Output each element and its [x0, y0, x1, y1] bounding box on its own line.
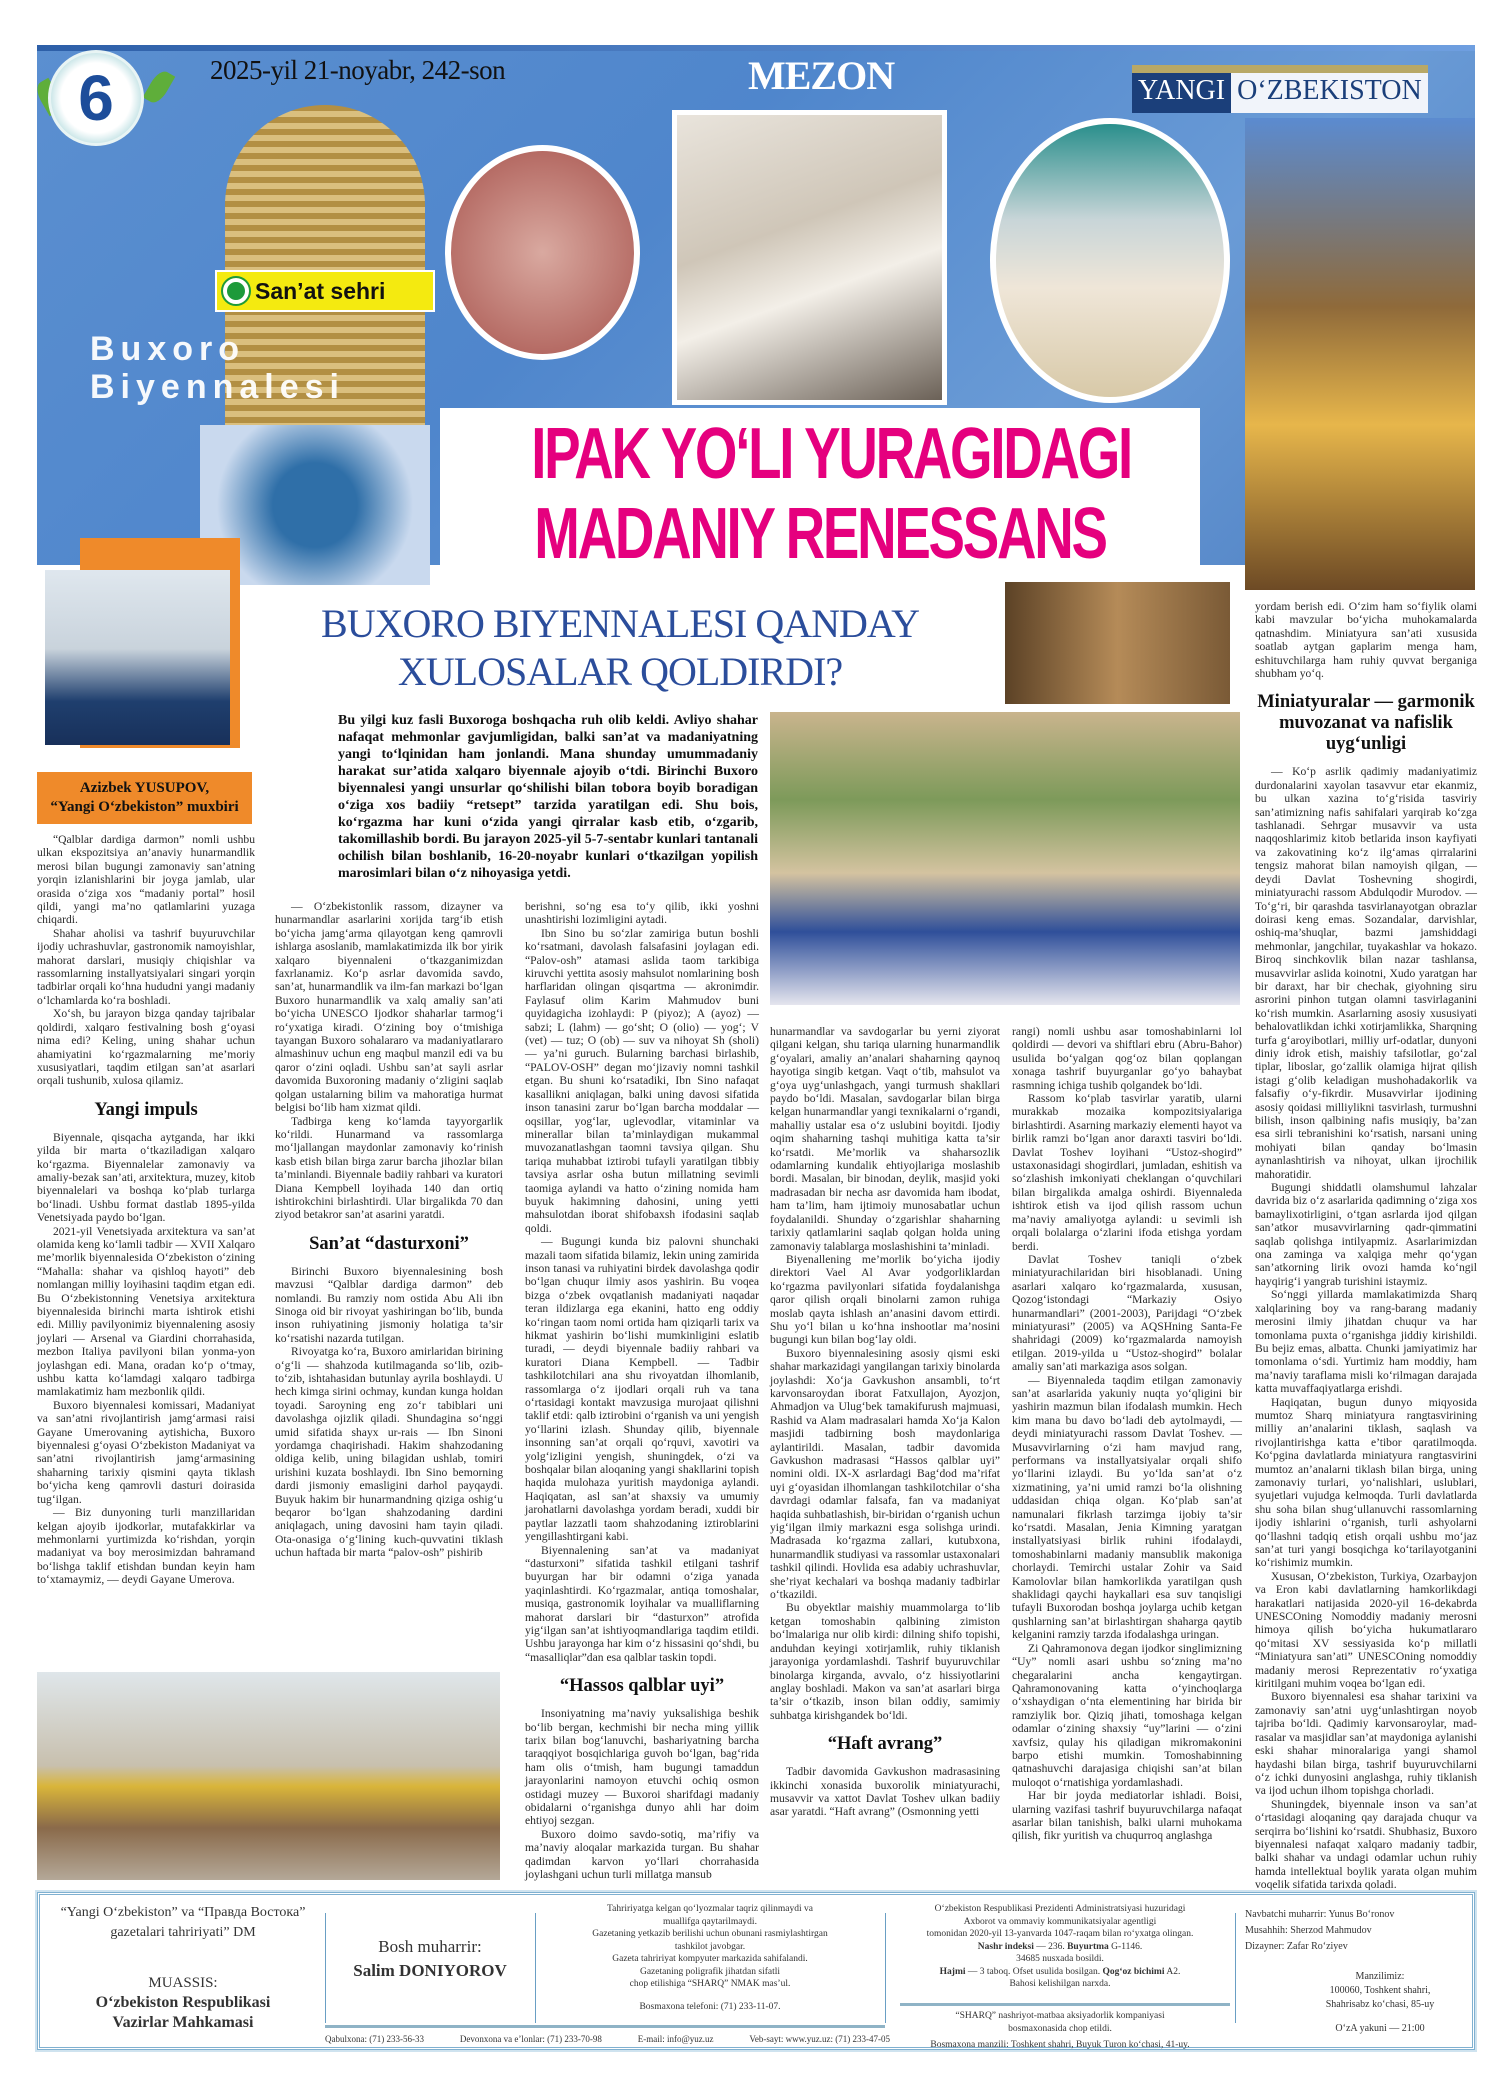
article-lede: Bu yilgi kuz fasli Buxoroga boshqacha ruh olib keldi. Avliyo shahar nafaqat mehmonlar gavjumligidan, balki san’at va madaniyatning yangi to‘lqinidan ham jonlandi. Mana shunday umummadaniy harakat sur’atida xalqaro biyennale ajoyib o‘tdi. Birinchi Buxoro biyennalesi yangi unsurlar qo‘shilishi bilan tobora boyib boradigan o‘ziga xos badiiy “retsept” tarzida yaratilgan edi. Shu bois, ko‘rgazma har kuni o‘zida yangi qirralar kasb etib, o‘zgarib, takomillashib bordi. Bu jarayon 2025-yil 5-7-sentabr kunlari tantanali ochilish bilan boshlanib, 16-20-noyabr kunlari o‘tkazilgan yopilish marosimlari bilan o‘z nihoyasiga yetdi.: [338, 713, 758, 881]
paragraph: berishni, so‘ng esa to‘y qilib, ikki yoshni unashtirishi lozimligini aytadi.: [525, 900, 759, 927]
paragraph: — Biyennaleda taqdim etilgan zamonaviy san’at asarlarida yakuniy nuqta yo‘qligini bir yashirin mazmun bilan ifodalash mumkin. Hech kim mana bu davo bo‘ladi deb aytolmaydi, — deydi miniatyurachi rassom Davlat Toshev. — Musavvirlarning o‘zi ham mavjud rang, performans va installyatsiyalar orqali shifo yo‘llarini izlaydi. Bu yo‘lda san’at o‘z xizmatining, ya’ni umid ramzi bo‘la olishning uddasidan chiqa olgan. Ko‘plab san’at namunalari fikrlash tarzimga ijobiy ta’sir ko‘rsatdi. Masalan, Jenia Kimning yaratgan installyatsiyasi birlik ruhini ifodalaydi, tomoshabinlarni madaniy mansublik makoniga chorlaydi. Temirchi ustalar Zohir va Said Kamolovlar bilan hamkorlikda yaratilgan qush shaklidagi qaychi haykallari esa suv tanqisligi tufayli Buxorodan boshqa joylarga uchib ketgan qushlarning san’at birlashtirgan shaharga qaytib kelganini ramziy tarzda ifodalashga uringan.: [1012, 1373, 1242, 1642]
paragraph: Buxoro doimo savdo-sotiq, ma’rifiy va ma’naviy aloqalar markazida turgan. Bu shahar qadimdan karvon yo‘llari chorrahasida joylashgani uchun turli millatga mansub: [525, 1827, 759, 1882]
author-name: Azizbek YUSUPOV,: [79, 780, 210, 796]
publisher: [48, 1903, 318, 2033]
paragraph: “Qalblar dardiga darmon” nomli ushbu ulkan ekspozitsiya an’anaviy hunarmandlik merosi bilan bugungi zamonaviy san’atning yorqin izlanishlarini bir joyga jamlab, ular orasida o‘ziga xos “madaniy portal” hosil qildi, yangi ma’no qatlamlarini yuzaga chiqardi.: [37, 833, 255, 927]
article-column-3: [525, 900, 759, 1881]
printer-line-1: “SHARQ” nashriyot-matbaa aksiyadorlik kompaniyasi: [955, 2011, 1165, 2021]
paragraph: Shahar aholisi va tashrif buyuruvchilar ijodiy uchrashuvlar, gastronomik namoyishlar, mahorat darslari, musiqiy chiqishlar va rassomlarning installyatsiyalari singari yorqin tadbirlar orqali ko‘hna hududni yangi madaniy o‘lchamlarda ko‘ra boshladi.: [37, 926, 255, 1007]
format-value: A2.: [1166, 1966, 1181, 1977]
deadline: O‘zA yakuni — 21:00: [1335, 2023, 1425, 2034]
paragraph: Shuningdek, biyennale inson va san’at o‘rtasidagi aloqaning qay darajada chuqur va serqirra bo‘lishini ko‘rsatdi. Shubhasiz, Buxoro biyennalesi nafaqat xalqaro madaniy tadbir, balki shahar va undagi odamlar uchun ruhiy hamda intellektual boylik yarata olgan muhim voqelik sifatida tarixda qoladi.: [1255, 1797, 1477, 1892]
paragraph: Xo‘sh, bu jarayon bizga qanday tajribalar qoldirdi, xalqaro festivalning bosh g‘oyasi nima edi? Keling, uning shahar uchun ahamiyatini ko‘rgazmalarning me’moriy xususiyatlari, taqdim etilgan san’at asarlari orqali tushunib, xulosa qilamiz.: [37, 1007, 255, 1088]
staff-line: Dizayner: Zafar Ro‘ziyev: [1245, 1941, 1348, 1952]
paragraph: Bugungi shiddatli olamshumul lahzalar davrida biz o‘z asarlarida qadimning o‘ziga xos bamaylixotirligini, o‘tgan asrlarda ijod qilgan san’atkor musavvirlarning qadr-qimmatini saqlab qolishga intilyapmiz. Asarlarimizdan ona zaminga va xalqiga mehr qo‘ygan san’atkorning lirik ovozi hamda ko‘ngil hayqirig‘i yangrab turishini istaymiz.: [1255, 1181, 1477, 1288]
reception-phone: Qabulxona: (71) 233-56-33: [325, 2034, 424, 2044]
subtitle-line-2: XULOSALAR QOLDIRDI?: [397, 649, 843, 694]
paragraph: Xususan, O‘zbekiston, Turkiya, Ozarbayjon va Eron kabi davlatlarning hamkorlikdagi harakatlari natijasida 2020-yil 16-dekabrda UNESCOning Nomoddiy madaniy merosni himoya qilish bo‘yicha hukumatlararo qo‘mitasi XV sessiyasida ko‘p millatli “Miniatyura san’ati” UNESCOning nomoddiy madaniy merosi Reprezentativ ro‘yxatiga kiritilgani muhim voqea bo‘lgan edi.: [1255, 1569, 1477, 1691]
paragraph: So‘nggi yillarda mamlakatimizda Sharq xalqlarining boy va rang-barang madaniy merosini ilmiy jihatdan chuqur va har tomonlama puxta o‘rganishga jiddiy kirishildi. Bu bejiz emas, albatta. Chunki jamiyatimiz har tomonlama o‘sdi. Yurtimiz ham moddiy, ham ma’naviy taraflama misli ko‘rilmagan darajada katta muvaffaqiyatlarga erishdi.: [1255, 1288, 1477, 1396]
format-label: Qog‘oz bichimi: [1102, 1966, 1165, 1977]
publisher-line-2: gazetalari tahririyati” DM: [110, 1925, 256, 1940]
author-photo: [45, 570, 230, 745]
paragraph: yordam berish edi. O‘zim ham so‘fiylik olami kabi mavzular bo‘yicha muhokamalarda qatnashdim. Miniatyura san’ati xususida soatlab aytgan gaplarim menga ham, eshituvchilarga ham ruhiy quvvat berganiga shubham yo‘q.: [1255, 600, 1477, 681]
paragraph: Buxoro biyennalesi esa shahar tarixini va zamonaviy san’atni uyg‘unlashtirgan noyob tajriba bo‘ldi. Qadimiy karvonsaroylar, madrasalar va masjidlar san’at maydoniga aylanishi eski shahar minoralariga yangi shamol haydashi bilan birga, tashrif buyuruvchilarni o‘z ichki dunyosini anglashga, ruhiy tiklanish va ijod uchun ilhom topishga chorladi.: [1255, 1690, 1477, 1798]
address-line-1: 100060, Toshkent shahri,: [1329, 1985, 1431, 1996]
paragraph: Rassom ko‘plab tasvirlar yaratib, ularni murakkab mozaika kompozitsiyalariga birlashtirdi. Asarning markaziy elementi hayot va birlik ramzi bo‘lgan anor daraxti tasviri bo‘ldi. Davlat Toshev loyihani “Ustoz-shogird” ustaxonasidagi shogirdlari, jumladan, eshitish va so‘zlashish imkoniyati cheklangan o‘quvchilari bilan birgalikda amalga oshirdi. Biyennaleda ishtirok etish va ijod qilish rassom uchun ma’naviy amaliyotga aylandi: u sevimli ish orqali bolalarga o‘zlarini ifoda etishga yordam berdi.: [1012, 1092, 1242, 1253]
price: Bahosi kelishilgan narxda.: [1009, 1979, 1111, 1989]
printer-address: Bosmaxona manzili: Toshkent shahri, Buyuk Turon ko‘chasi, 41-uy.: [930, 2040, 1190, 2050]
newspaper-imprint: [37, 1892, 1475, 2050]
order-label: Buyurtma: [1067, 1941, 1109, 1952]
paragraph: hunarmandlar va savdogarlar bu yerni ziyorat qilgani kelgan, shu tariqa ularning hunarmandlik g‘oyalari, amaliy an’analari shaharning qaynoq hayotiga singib ketgan. Vaqt o‘tib, mahsulot va g‘oya uyg‘unlashgach, yangi turmush shakllari paydo bo‘ldi. Masalan, savdogarlar bilan birga kelgan hunarmandlar yangi texnikalarni o‘rgandi, mahalliy ustalar esa o‘z uslubini boyitdi. Ijodiy oqim shaharning tashqi muhitiga katta ta’sir ko‘rsatdi. Me’morlik va shaharsozlik odamlarning kundalik ehtiyojlariga moslashib bordi. Masalan, bir binodan, deylik, masjid yoki madrasadan bir necha asr davomida ham ibodat, ham ta’lim, ham ijtimoiy munosabatlar uchun foydalanildi. Shunday o‘zgarishlar shaharning tarixiy qatlamlarini saqlab qolgan holda uning zamonaviy talablarga moslashishini ta’minladi.: [770, 1025, 1000, 1253]
note-line: Tahririyatga kelgan qo‘lyozmalar taqriz qilinmaydi va: [607, 1904, 813, 1914]
section-heading: “Haft avrang”: [827, 1734, 943, 1755]
wood-carving-photo: [1005, 582, 1230, 704]
editorial-notes: [540, 1903, 880, 2013]
newspaper-masthead: [1132, 65, 1428, 113]
address-label: Manzilimiz:: [1355, 1971, 1405, 1982]
paragraph: Ibn Sino bu so‘zlar zamiriga butun boshli ko‘rsatmani, davolash falsafasini joylagan edi. “Palov-osh” atamasi aslida taom tarkibiga kiruvchi yettita asosiy mahsulot nomlarining bosh harflaridan olingan qisqartma — akronimdir. Faylasuf olim Karim Mahmudov buni quyidagicha izohlaydi: P (piyoz); A (ayoz) — sabzi; L (lahm) — go‘sht; O (olio) — yog‘; V (vet) — tuz; O (ob) — suv va nihoyat Sh (sholi) — ya’ni guruch. Bularning barchasi birlashib, “PALOV-OSH” degan mo‘jizaviy nomni tashkil etgan. Bu shuni ko‘rsatadiki, Ibn Sino nafaqat kasallikni aniqlagan, balki uning davosi sifatida inson tanasini zarur bo‘lgan barcha moddalar — oqsillar, yog‘lar, uglevodlar, vitaminlar va minerallar bilan ta’minlaydigan mukammal muvozanatlashgan taomni tavsiya qilgan. Shu tariqa muhabbat iztirobi tufayli yaratilgan tibbiy tavsiya asrlar osha butun millatning sevimli taomiga aylandi va hatto o‘zining nomida ham buyuk hakimning dahosini, uning yetti mahsulotdan iborat shifobaxsh ifodasini saqlab qoldi.: [525, 926, 759, 1235]
main-headline: [440, 408, 1200, 578]
paragraph: Rivoyatga ko‘ra, Buxoro amirlaridan birining o‘g‘li — shahzoda kutilmaganda so‘lib, ozib-to‘zib, ishtahasidan butunlay ayrila boshlaydi. U hech kimga sirini ochmay, kundan kunga holdan toyadi. Saroyning eng zo‘r tabiblari uni davolashga ojizlik qiladi. Shundagina so‘nggi umid sifatida shayx ur-rais — Ibn Sinoni yordamga chaqirishadi. Hakim shahzodaning oldiga kelib, uning bilagidan ushlab, tomiri urishini kuzata boshlaydi. Ibn Sino bemorning dardi jismoniy emasligini darhol payqaydi. Buyuk hakim bir hunarmandning qiziga oshig‘u beqaror bo‘lgan shahzodaning dardini aniqlagach, uning davosini ham tayin qiladi. Ota-onasiga o‘g‘lining kuch-quvvatini tiklash uchun haftada bir marta “palov-osh” pishirib: [275, 1345, 503, 1560]
article-column-1: [37, 833, 255, 1587]
paragraph: — Bugungi kunda biz palovni shunchaki mazali taom sifatida bilamiz, lekin uning zamirida inson tanasi va ruhiyatini birdek davolashga qodir bo‘lgan chuqur ilmiy asos yashirin. Bu voqea bizga o‘zbek ovqatlanish madaniyati naqadar teran ildizlarga ega ekanini, hatto eng oddiy ko‘ringan taom nomi ortida ham qiziqarli tarix va hikmat yashirin bo‘lishi mumkinligini eslatib turadi, — deydi biyennale badiiy rahbari va kuratori Diana Kempbell. — Tadbir tashkilotchilari ana shu rivoyatdan ilhomlanib, rassomlarga o‘z ijodlari orqali ruh va tana o‘rtasidagi kontakt mavzusiga murojaat qilishni taklif etdi: qalb iztirobini o‘rganish va uni yengish yo‘llarini izlash. Shunday qilib, biyennale insonning san’at orqali qo‘rquvi, xavotiri va yolg‘izligini yengish, shuningdek, o‘zi va boshqalar bilan aloqaning yangi shakllarini topish haqida mulohaza yuritish maydoniga aylandi. Haqiqatan, asl san’at shaxsiy va umumiy jarohatlarni davolashga yordam beradi, xuddi bir paytlar lazzatli taom shahzodaning iztiroblarini yengillashtirgani kabi.: [525, 1235, 759, 1544]
website-link[interactable]: Veb-sayt: www.yuz.uz: (71) 233-47-05: [749, 2034, 890, 2044]
contact-bar: [325, 2033, 890, 2046]
note-line: chop etilishiga “SHARQ” NMAK mas’ul.: [629, 1979, 791, 1989]
section-heading: San’at “dasturxoni”: [309, 1233, 469, 1254]
index-value: — 236.: [1036, 1941, 1065, 1952]
circulation: 34685 nusxada bosildi.: [1016, 1954, 1104, 1964]
section-heading: Yangi impuls: [94, 1099, 198, 1120]
paragraph: Zi Qahramonova degan ijodkor singlimizning “Uy” nomli asari ushbu so‘zning ma’no chegaralarini ancha kengaytirgan. Qahramonovaning katta o‘yinchoqlarga o‘xshaydigan o‘nta elementining har birida bir ramziylik bor. Qiziq jihati, tomoshaga kelgan odamlar o‘zining shaxsiy “uy”larini — o‘zini xavfsiz, qulay his qiladigan mikromakonini barpo etishi mumkin. Tomoshabinning qatnashuvchi darajasiga chiqishi san’at bilan muloqot o‘rnatishiga yordamlashadi.: [1012, 1641, 1242, 1789]
rubric-label: San’at sehri: [255, 277, 386, 304]
paragraph: rangi) nomli ushbu asar tomoshabinlarni lol qoldirdi — devori va shiftlari ebru (Abru-Bahor) usulida bo‘yalgan qog‘oz bilan qoplangan xonaga tashrif buyurganlar go‘yo bahaybat rasmning ichiga tushib qolgandek bo‘ldi.: [1012, 1025, 1242, 1092]
paragraph: Buxoro biyennalesi komissari, Madaniyat va san’atni rivojlantirish jamg‘armasi raisi Gayane Umerovaning aytishicha, Buxoro biyennalesi g‘oyasi O‘zbekiston Madaniyat va san’atni rivojlantirish jamg‘armasining shaharning tarixiy qismini qayta tiklash bo‘yicha keng qamrovli dasturi doirasida tug‘ilgan.: [37, 1398, 255, 1506]
printer-line-2: bosmaxonasida chop etildi.: [1008, 2023, 1112, 2034]
printer-info: [895, 2010, 1225, 2052]
staff-list: [1245, 1907, 1465, 1955]
note-line: Gazetaning yetkazib berilishi uchun obunani rasmiylashtirgan: [592, 1929, 828, 1939]
editor-label: Bosh muharrir:: [378, 1937, 482, 1956]
paragraph: Haqiqatan, bugun dunyo miqyosida mumtoz Sharq miniatyura rangtasvirining milliy an’analarini tiklash, saqlash va rivojlantirishga katta e’tibor qaratilmoqda. Ko‘pgina davlatlarda miniatyura rangtasvirini mumtoz an’analarni tiklash bilan birga, uning zamonaviy turlari, yo‘nalishlari, uslublari, syujetlari vujudga kelmoqda. Turli davlatlarda shu soha bilan shug‘ullanuvchi rassomlarning ijodiy ishlarini o‘rganish, turli ashyolarni qo‘llashni tadqiq etish orqali ushbu mo‘jaz san’at turi yangi bosqichga ko‘tarilayotganini ko‘rishimiz mumkin.: [1255, 1395, 1477, 1570]
registration-line: tomonidan 2020-yil 13-yanvarda 1047-raqam bilan ro‘yxatga olingan.: [926, 1929, 1194, 1939]
paragraph: — Biz dunyoning turli manzillaridan kelgan ajoyib ijodkorlar, mutafakkirlar va mehmonlarni yurtimizda ko‘rishdan, yorqin madaniyat va boy merosimizdan bahramand bo‘lishga taklif etishdan bundan keyin ham to‘xtamaymiz, — deydi Gayane Umerova.: [37, 1506, 255, 1587]
founder-line-2: Vazirlar Mahkamasi: [112, 2014, 254, 2031]
speaker-microphone-photo: [672, 110, 947, 405]
rubric-icon: [223, 278, 249, 304]
office-phone: Devonxona va e’lonlar: (71) 233-70-98: [459, 2034, 602, 2044]
woman-with-melon-photo: [990, 118, 1230, 403]
article-subtitle: [280, 600, 960, 696]
staff-line: Navbatchi muharrir: Yunus Bo‘ronov: [1245, 1909, 1395, 1920]
decorative-title: Buxoro Biyennalesi: [90, 330, 345, 406]
founder-line-1: O‘zbekiston Respublikasi: [95, 1994, 271, 2011]
address: [1290, 1970, 1470, 2036]
paragraph: Har bir joyda mediatorlar ishladi. Boisi, ularning vazifasi tashrif buyuruvchilarga nafaqat asarlar bilan tanishish, balki ularni muhokama qilish, fikr yuritish va chuqurroq anglashga: [1012, 1789, 1242, 1843]
article-column-6: [1255, 600, 1477, 1892]
leaf-icon: [150, 70, 168, 104]
volume-label: Hajmi: [939, 1966, 966, 1977]
paragraph: Biyenallening me’morlik bo‘yicha ijodiy direktori Vael Al Avar yodgorliklardan ko‘rgazma pavilyonlari sifatida foydalanishga qaror qilish orqali binolarni zamon ruhiga moslab qayta ishlash an’anasini davom ettirdi. Shu yo‘l bilan u ko‘hna inshootlar ma’nosini bugungi kun bilan bog‘lay oldi.: [770, 1252, 1000, 1347]
article-column-5: [1012, 1025, 1242, 1843]
article-column-2: [275, 900, 503, 1560]
staff-line: Musahhih: Sherzod Mahmudov: [1245, 1925, 1372, 1936]
paragraph: Biyennale, qisqacha aytganda, har ikki yilda bir marta o‘tkaziladigan xalqaro ko‘rgazma. Biyennalelar zamonaviy va amaliy-bezak san’ati, arxitektura, muzey, kitob biyennalelari va boshqa ko‘plab turlarga bo‘linadi. Ushbu format dastlab 1895-yilda Venetsiyada paydo bo‘lgan.: [37, 1130, 255, 1225]
note-line: Gazetaning poligrafik jihatdan sifatli: [639, 1966, 781, 1977]
subtitle-line-1: BUXORO BIYENNALESI QANDAY: [321, 601, 919, 646]
bird-sculpture-parade-photo: [37, 1672, 500, 1880]
paragraph: — Ko‘p asrlik qadimiy madaniyatimiz durdonalarini xayolan tasavvur etar ekanmiz, bu ulkan xazina to‘g‘risida tasviriy san’atimizning nafis sahifalari yarqirab ko‘zga tashlanadi. Sehrgar musavvir va usta naqqoshlarimiz kitob betlarida inson kayfiyati va zakovatining ko‘z ilg‘amas qirralarini tengsiz mahorat bilan namoyish qilgan, — deydi Davlat Toshevning shogirdi, miniatyurachi rassom Abdulqodir Murodov. — To‘g‘ri, bir qarashda tasvirlanayotgan obrazlar doirasi keng emas. Sozandalar, darvishlar, oshiq-ma’shuqlar, bazmi jamshiddagi mehmonlar, jangchilar, tuyakashlar va hokazo. Biroq sinchkovlik bilan nazar tashlansa, musavvirlar aslida koinotni, Xudo yaratgan har bir daraxt, har bir chechak, giyohning siru asrorini pinhon tutgan olamni tasvirlaganini ko‘rish mumkin. Asarlarning asosiy xususiyati behalovatlikdan ichki xotirjamlikka, Sharqning turfa g‘aroyibotlari, milliy urf-odatlar, dunyoni diniy idrok etish, maishiy tafsilotlar, go‘zal tiplar, liboslar, go‘zallik olamiga hijrat qilish istagi g‘olib keladigan mushohadakorlik va falsafiy o‘y-fikrdir. Musavvirlar ijodining asosiy qoidasi milliylikni tasvirlash, turmushni bilish, inson qalbining nafis musiqiy, ba’zan esa sirli tebranishini ko‘rsatish, narsani uning mohiyati bilan qanday bo‘lmasin aynanlashtirish va nihoyat, ulkan ijrochilik mahoratidir.: [1255, 765, 1477, 1181]
chief-editor: [330, 1935, 530, 1983]
folk-musicians-photo: [770, 712, 1240, 1005]
vintage-portrait-photo: [445, 145, 640, 360]
address-line-2: Shahrisabz ko‘chasi, 85-uy: [1325, 1999, 1435, 2010]
editor-name: Salim DONIYOROV: [353, 1961, 507, 1980]
article-column-4: [770, 1025, 1000, 1819]
section-heading: Miniatyuralar — garmonik muvozanat va nafislik uyg‘unligi: [1257, 692, 1475, 755]
rubric-badge: [215, 270, 435, 312]
printing-phone: Bosmaxona telefoni: (71) 233-11-07.: [639, 2001, 781, 2012]
registration-info: [895, 1903, 1225, 1991]
publisher-line-1: “Yangi O‘zbekiston” va “Правда Востока”: [60, 1905, 306, 1920]
masthead-part1: YANGI: [1132, 73, 1231, 113]
paragraph: Bu obyektlar maishiy muammolarga to‘lib ketgan tomoshabin qalbining zimiston bo‘lmalariga nur olib kirdi: dilning shifo topishi, anduhdan keyingi xotirjamlik, ruhiy tiklanish jarayoniga yordamlashdi. Tashrif buyuruvchilar binolarga kirganda, avvalo, o‘z hissiyotlarini anglay boshladi. Makon va san’at asarlari birga ta’sir o‘tkazib, inson bilan oddiy, samimiy suhbatga kirishgandek bo‘ldi.: [770, 1601, 1000, 1722]
paragraph: Tadbir davomida Gavkushon madrasasining ikkinchi xonasida buxorolik miniatyurachi, musavvir va xattot Davlat Toshev ulkan badiiy asar yaratdi. “Haft avrang” (Osmonning yetti: [770, 1765, 1000, 1819]
note-line: Gazeta tahririyat kompyuter markazida sahifalandi.: [612, 1954, 808, 1964]
note-line: muallifga qaytarilmaydi.: [663, 1916, 757, 1927]
page-number: 6: [48, 50, 144, 146]
paragraph: Davlat Toshev taniqli o‘zbek miniatyurachilaridan biri hisoblanadi. Uning asarlari xalqaro ko‘rgazmalarda, xususan, Qozog‘istondagi “Markaziy Osiyo hunarmandlari” (2001-2003), Parijdagi “O‘zbek miniatyurasi” (2005) va AQSHning Santa-Fe shahridagi (2009) ko‘rgazmalarda namoyish etilgan. 2019-yilda u “Ustoz-shogird” bolalar amaliy san’ati markaziga asos solgan.: [1012, 1252, 1242, 1374]
masthead-part2: O‘ZBEKISTON: [1231, 73, 1428, 113]
paragraph: 2021-yil Venetsiyada arxitektura va san’at olamida keng ko‘lamli tadbir — XVII Xalqaro me’morlik biyennalesida O‘zbekiston o‘zining “Mahalla: shahar va qishloq hayoti” deb nomlangan milliy loyihasini taqdim etgan edi. Bu O‘zbekistonning Venetsiya arxitektura biyennalesida birinchi marta ishtirok etishi edi. Milliy pavilyonimiz biyennalening asosiy joylari — Arsenal va Giardini chorrahasida, mezbon Italiya pavilyoni bilan yonma-yon joylashgan edi. Mana, oradan ko‘p o‘tmay, ushbu katta ko‘lamdagi xalqaro tadbirga mamlakatimiz ham mezbonlik qildi.: [37, 1224, 255, 1399]
author-byline: [37, 772, 252, 824]
email-link[interactable]: E-mail: info@yuz.uz: [637, 2034, 714, 2044]
paragraph: Biyennalening san’at va madaniyat “dasturxoni” sifatida tashkil etilgani tashrif buyurgan har bir odamni o‘ziga yanada yaqinlashtirdi. Ko‘rgazmalar, antiqa tomoshalar, musiqa, gastronomik loyihalar va mualliflarning mahorat darslari bir “dasturxon” atrofida yig‘ilgan san’at ishtiyoqmandlariga taqdim etildi. Ushbu jarayonga har kim o‘z hissasini qo‘shdi, bu “masalliqlar”dan esa qalblar taskin topdi.: [525, 1543, 759, 1664]
founder-label: MUASSIS:: [148, 1975, 218, 1991]
section-title: MEZON: [748, 53, 895, 98]
paragraph: Insoniyatning ma’naviy yuksalishiga beshik bo‘lib bergan, kechmishi bir necha ming yillik tarix bilan bog‘lanuvchi, bashariyatning barcha taraqqiyot bosqichlariga guvoh bo‘lgan, bag‘rida ham olis o‘tmish, ham bugungi tamaddun jarayonlarini namoyon etuvchi ochiq osmon ostidagi muzey — Buxoroi sharifdagi madaniy obidalarni o‘rganishga dunyo ahli har doim ehtiyoj sezgan.: [525, 1707, 759, 1828]
index-label: Nashr indeksi: [977, 1941, 1034, 1952]
paragraph: Birinchi Buxoro biyennalesining bosh mavzusi “Qalblar dardiga darmon” deb nomlandi. Bu ramziy nom ostida Abu Ali ibn Sinoga oid bir rivoyat yashiringan bo‘lib, bunda inson ruhiyatining jismoniy holatiga ta’sir ko‘rsatishi nazarda tutilgan.: [275, 1264, 503, 1345]
section-heading: “Hassos qalblar uyi”: [559, 1676, 725, 1697]
kalon-minaret-photo: [1245, 118, 1475, 590]
issue-date: 2025-yil 21-noyabr, 242-son: [210, 55, 506, 85]
paragraph: Buxoro biyennalesining asosiy qismi eski shahar markazidagi yangilangan tarixiy binolarda joylashdi: Xo‘ja Gavkushon ansambli, to‘rt karvonsaroydan iborat Fatxullajon, Ayozjon, Ahmadjon va Ulug‘bek tamakifurush majmuasi, Rashid va Alam madrasalari hamda Xo‘ja Kalon masjidi tadbirning bosh maydonlariga aylantirildi. Masalan, tadbir davomida Gavkushon madrasasi “Hassos qalblar uyi” nomini oldi. IX-X asrlardagi Bag‘dod ma’rifat uyi g‘oyasidan ilhomlangan tashkilotchilar o‘sha davrdagi odamlar falsafa, fan va madaniyat haqida suhbatlashish, bir-biridan o‘rganish uchun yig‘ilgan ilmiy markazni esga solishga urindi. Madrasada ko‘rgazma zallari, kutubxona, hunarmandlik studiyasi va rassomlar ustaxonalari tashkil qilindi. Hovlida esa adabiy uchrashuvlar, she’riyat kechalari va boshqa madaniy tadbirlar o‘tkazildi.: [770, 1346, 1000, 1602]
paragraph: Tadbirga keng ko‘lamda tayyorgarlik ko‘rildi. Hunarmand va rassomlarga mo‘ljallangan maydonlar zamonaviy ko‘rinish kasb etish bilan birga zarur barcha jihozlar bilan ta’minlandi. Biyennale badiiy rahbari va kuratori Diana Kempbell loyihada 140 dan ortiq ishtirokchini birlashtirdi. Ular birgalikda 70 dan ziyod betakror san’at asarini yaratdi.: [275, 1114, 503, 1222]
registration-line: O‘zbekiston Respublikasi Prezidenti Administratsiyasi huzuridagi: [934, 1904, 1186, 1914]
author-role: “Yangi O‘zbekiston” muxbiri: [50, 799, 239, 815]
paragraph: — O‘zbekistonlik rassom, dizayner va hunarmandlar asarlarini xorijda targ‘ib etish bo‘yicha jamg‘arma qilayotgan keng qamrovli ishlarga asoslanib, mamlakatimizda ilk bor yirik xalqaro biyennaleni o‘tkazganimizdan faxrlanamiz. Ko‘p asrlar davomida savdo, san’at, hunarmandlik va ilm-fan markazi bo‘lgan Buxoro hunarmandlik va xalq amaliy san’ati bo‘yicha UNESCO Ijodkor shaharlar tarmog‘i ro‘yxatiga kiradi. O‘zining boy o‘tmishiga tayangan Buxoro sohalararo va madaniyatlararo almashinuv uchun eng maqbul manzil edi va bu qaror o‘zini oqladi. Ushbu san’at sayli asrlar davomida Buxoroning madaniy o‘zligini saqlab qolgan ustalarning bilim va mahoratiga hurmat belgisi bo‘lib ham xizmat qildi.: [275, 900, 503, 1115]
volume-value: — 3 taboq. Ofset usulida bosilgan.: [967, 1966, 1101, 1977]
headline-line-1: IPAK YO‘LI YURAGIDAGI: [531, 414, 1131, 494]
headline-line-2: MADANIY RENESSANS: [534, 494, 1106, 574]
registration-line: Axborot va ommaviy kommunikatsiyalar agentligi: [963, 1916, 1157, 1927]
order-value: G-1146.: [1111, 1941, 1143, 1952]
note-line: tashkilot javobgar.: [674, 1941, 746, 1952]
